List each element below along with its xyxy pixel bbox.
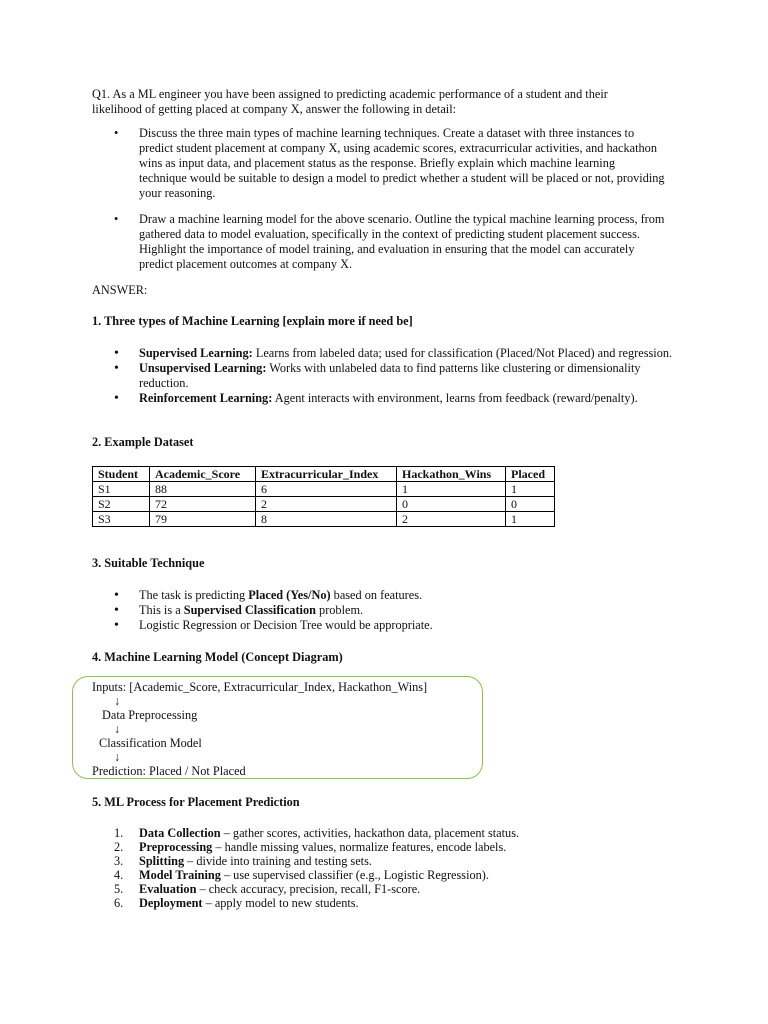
diagram-inputs: Inputs: [Academic_Score, Extracurricular_Index, Hackathon_Wins] bbox=[92, 680, 428, 694]
section3-heading: 3. Suitable Technique bbox=[92, 556, 205, 570]
down-arrow-icon: ↓ bbox=[114, 722, 121, 736]
list-item: 6. Deployment – apply model to new students. bbox=[114, 896, 359, 910]
column-header: Hackathon_Wins bbox=[397, 467, 506, 482]
table-cell: 72 bbox=[150, 497, 256, 512]
list-item: • Reinforcement Learning: Agent interacts with environment, learns from feedback (reward/penalty). bbox=[92, 391, 675, 406]
list-item: • The task is predicting Placed (Yes/No) based on features. bbox=[92, 588, 675, 603]
table-header-row bbox=[93, 467, 555, 482]
list-item: 3. Splitting – divide into training and testing sets. bbox=[114, 854, 372, 868]
column-header: Extracurricular_Index bbox=[256, 467, 397, 482]
ml-types-list bbox=[92, 346, 675, 406]
table-cell: S2 bbox=[93, 497, 150, 512]
table-row bbox=[93, 482, 555, 497]
list-item: 5. Evaluation – check accuracy, precision, recall, F1-score. bbox=[114, 882, 421, 896]
diagram-prediction: Prediction: Placed / Not Placed bbox=[92, 764, 246, 778]
section1-heading: 1. Three types of Machine Learning [explain more if need be] bbox=[92, 314, 413, 328]
section4-heading: 4. Machine Learning Model (Concept Diagram) bbox=[92, 650, 343, 664]
list-item: 1. Data Collection – gather scores, activities, hackathon data, placement status. bbox=[114, 826, 520, 840]
column-header: Student bbox=[93, 467, 150, 482]
table-cell: 8 bbox=[256, 512, 397, 527]
list-item: • Supervised Learning: Learns from labeled data; used for classification (Placed/Not Placed) and regression. bbox=[92, 346, 675, 361]
table-row bbox=[93, 512, 555, 527]
process-steps-list bbox=[92, 826, 519, 910]
list-item: • Logistic Regression or Decision Tree would be appropriate. bbox=[92, 618, 675, 633]
table-cell: 0 bbox=[506, 497, 555, 512]
diagram-step-preprocessing: Data Preprocessing bbox=[102, 708, 198, 722]
down-arrow-icon: ↓ bbox=[114, 694, 121, 708]
table-cell: 1 bbox=[506, 482, 555, 497]
table-cell: S1 bbox=[93, 482, 150, 497]
table-cell: 6 bbox=[256, 482, 397, 497]
section2-heading: 2. Example Dataset bbox=[92, 435, 194, 449]
technique-list bbox=[92, 588, 675, 633]
diagram-step-model: Classification Model bbox=[99, 736, 202, 750]
down-arrow-icon: ↓ bbox=[114, 750, 121, 764]
column-header: Academic_Score bbox=[150, 467, 256, 482]
question-bullets bbox=[92, 212, 665, 272]
table-row bbox=[93, 497, 555, 512]
list-item: 2. Preprocessing – handle missing values, normalize features, encode labels. bbox=[114, 840, 507, 854]
section5-heading: 5. ML Process for Placement Prediction bbox=[92, 795, 300, 809]
answer-label: ANSWER: bbox=[92, 283, 148, 297]
table-cell: 2 bbox=[397, 512, 506, 527]
table-cell: 2 bbox=[256, 497, 397, 512]
table-cell: 0 bbox=[397, 497, 506, 512]
list-item: 4. Model Training – use supervised classifier (e.g., Logistic Regression). bbox=[114, 868, 489, 882]
question-intro: Q1. As a ML engineer you have been assigned to predicting academic performance of a student and their likelihood of getting placed at company X, answer the following in detail: bbox=[92, 87, 608, 116]
table-cell: 1 bbox=[397, 482, 506, 497]
question-bullets bbox=[92, 126, 665, 201]
table-cell: 88 bbox=[150, 482, 256, 497]
dataset-table bbox=[92, 466, 555, 527]
column-header: Placed bbox=[506, 467, 555, 482]
question-bullet: • Draw a machine learning model for the above scenario. Outline the typical machine learning process, from gathered data to model evaluation, specifically in the context of predicting student placement success. Highlight the importance of model training, and evaluation in ensuring that the model can accurately predict placement outcomes at company X. bbox=[92, 212, 665, 272]
table-cell: 1 bbox=[506, 512, 555, 527]
table-cell: 79 bbox=[150, 512, 256, 527]
question-bullet: • Discuss the three main types of machine learning techniques. Create a dataset with three instances to predict student placement at company X, using academic scores, extracurricular activities, and hackathon wins as input data, and placement status as the response. Briefly explain which machine learning technique would be suitable to design a model to predict whether a student will be placed or not, providing your reasoning. bbox=[92, 126, 665, 201]
table-cell: S3 bbox=[93, 512, 150, 527]
list-item: • This is a Supervised Classification problem. bbox=[92, 603, 675, 618]
list-item: • Unsupervised Learning: Works with unlabeled data to find patterns like clustering or dimensionality reduction. bbox=[92, 361, 675, 391]
